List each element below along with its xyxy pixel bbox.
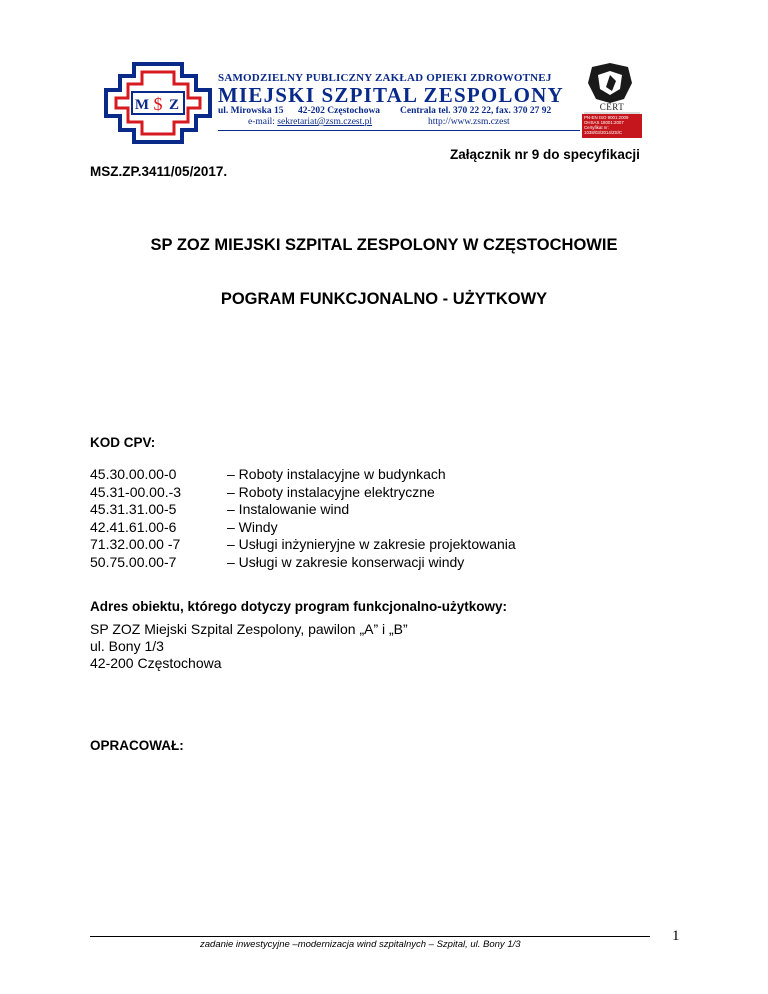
email-link[interactable]: sekretariat@zsm.czest.pl	[277, 117, 373, 127]
address-line: 42-200 Częstochowa	[90, 655, 222, 671]
logo-symbol: $	[153, 94, 163, 114]
cert-line: Certyfikat nr:	[584, 125, 609, 130]
cpv-code: 42.41.61.00-6	[90, 518, 177, 535]
phone-fax: Centrala tel. 370 22 22, fax. 370 27 92	[400, 106, 552, 116]
page-number: 1	[672, 928, 680, 944]
cpv-heading: KOD CPV:	[90, 435, 156, 450]
cpv-description: – Usługi inżynieryjne w zakresie projektowania	[227, 536, 516, 552]
cert-line: 1038/03/2014/ZS/C	[584, 130, 623, 135]
cpv-code: 45.30.00.00-0	[90, 466, 177, 482]
cert-logo-icon	[584, 63, 636, 103]
cpv-description: – Roboty instalacyjne elektryczne	[227, 483, 435, 500]
cpv-description: – Windy	[227, 518, 278, 535]
cpv-description: – Instalowanie wind	[227, 501, 350, 517]
footer-text: zadanie inwestycyjne –modernizacja wind szpitalnych – Szpital, ul. Bony 1/3	[200, 939, 521, 950]
prepared-by-label: OPRACOWAŁ:	[90, 738, 184, 753]
cert-badge	[582, 114, 642, 138]
cpv-description: – Usługi w zakresie konserwacji windy	[227, 553, 465, 570]
address-line: SP ZOZ Miejski Szpital Zespolony, pawilon „A” i „B”	[90, 621, 408, 637]
document-subtitle: POGRAM FUNKCJONALNO - UŻYTKOWY	[220, 290, 548, 308]
reference-number: MSZ.ZP.3411/05/2017.	[90, 164, 228, 179]
cpv-description: – Roboty instalacyjne w budynkach	[227, 466, 446, 482]
address-heading: Adres obiektu, którego dotyczy program funkcjonalno-użytkowy:	[90, 599, 508, 614]
email-label: e-mail:	[248, 117, 275, 127]
street-address: ul. Mirowska 15	[218, 106, 284, 116]
cert-line: PN-EN ISO 9001:2009	[584, 115, 629, 120]
footer-divider	[90, 936, 650, 937]
cpv-code: 50.75.00.00-7	[90, 553, 177, 570]
object-address	[90, 621, 408, 672]
attachment-label: Załącznik nr 9 do specyfikacji	[450, 147, 640, 162]
hospital-logo	[104, 62, 212, 144]
letterhead-divider	[218, 130, 580, 131]
logo-letter-m: M	[134, 97, 150, 113]
cert-name: CERT	[599, 102, 625, 112]
institution-type: SAMODZIELNY PUBLICZNY ZAKŁAD OPIEKI ZDROWOTNEJ	[218, 72, 552, 84]
postcode-city: 42-202 Częstochowa	[298, 106, 381, 116]
institution-name: MIEJSKI SZPITAL ZESPOLONY	[218, 83, 564, 107]
cpv-code: 45.31.31.00-5	[90, 501, 177, 517]
cpv-code: 45.31-00.00.-3	[90, 483, 182, 500]
cpv-code: 71.32.00.00 -7	[90, 536, 181, 552]
website-link[interactable]: http://www.zsm.czest	[428, 117, 510, 127]
logo-letter-z: Z	[168, 97, 180, 113]
cert-line: OHSAS 18001:2007	[584, 120, 624, 125]
document-title: SP ZOZ MIEJSKI SZPITAL ZESPOLONY W CZĘSTOCHOWIE	[150, 236, 618, 254]
address-line: ul. Bony 1/3	[90, 638, 164, 654]
email-row	[248, 117, 372, 127]
